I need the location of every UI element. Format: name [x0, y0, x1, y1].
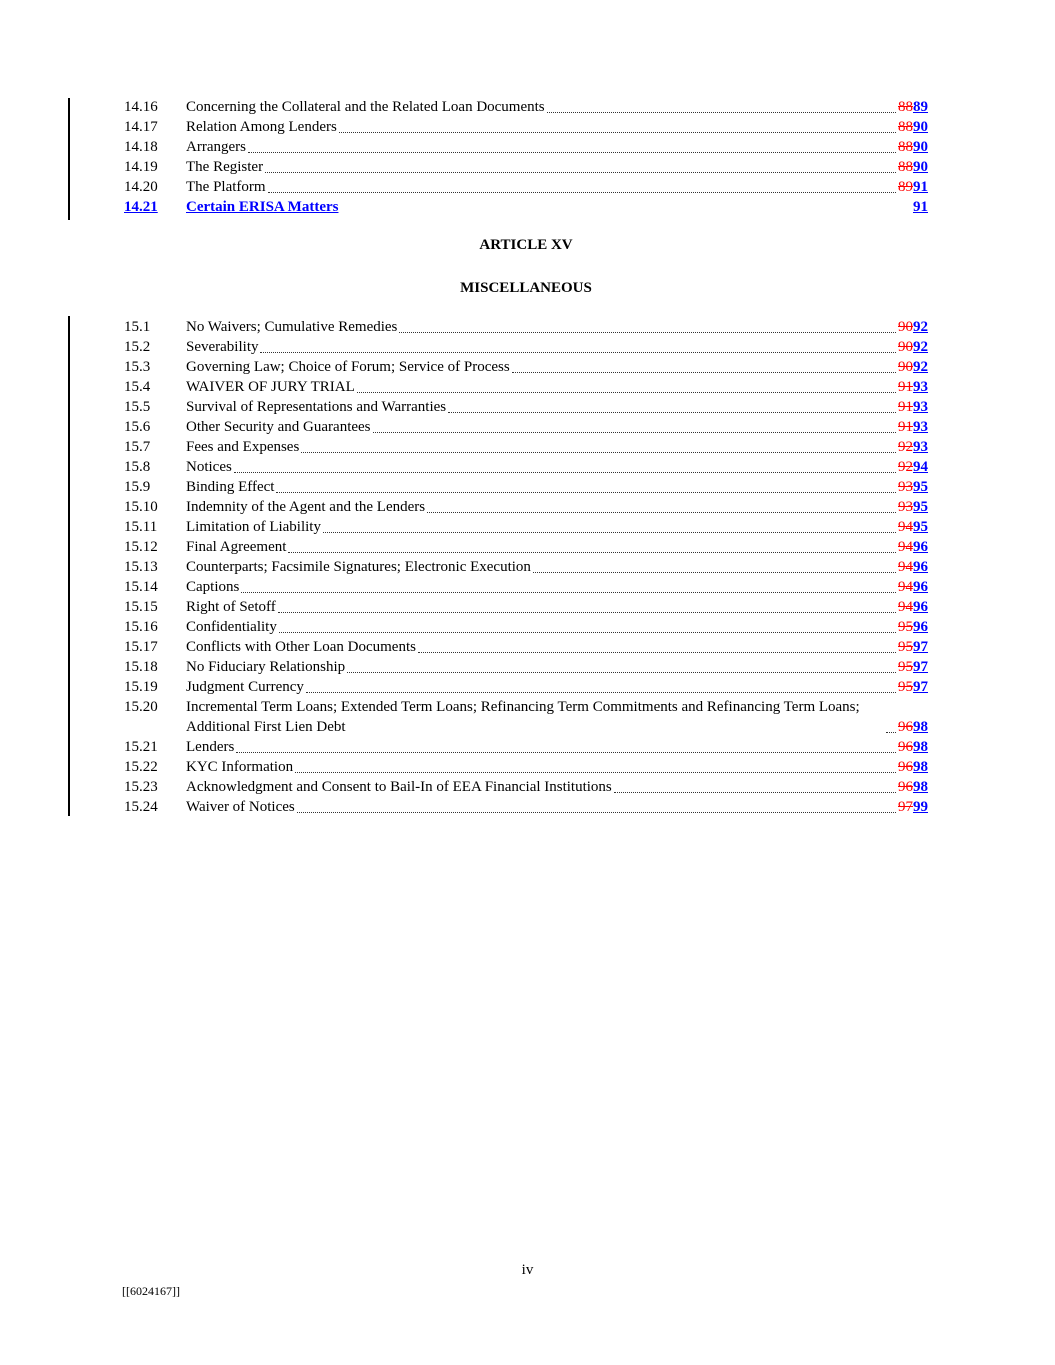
- old-page-number: 90: [898, 339, 913, 355]
- old-page-number: 95: [898, 639, 913, 655]
- section-number: 15.18: [124, 659, 158, 675]
- section-number: 14.20: [124, 179, 158, 195]
- toc-row: [124, 497, 928, 517]
- old-page-number: 88: [898, 159, 913, 175]
- old-page-number: 90: [898, 359, 913, 375]
- old-page-number: 94: [898, 599, 913, 615]
- dot-leader: [265, 172, 896, 173]
- toc-section-article14: [124, 97, 928, 217]
- new-page-number: 89: [913, 99, 928, 115]
- old-page-number: 88: [898, 139, 913, 155]
- section-number: 15.19: [124, 679, 158, 695]
- toc-row: [124, 597, 928, 617]
- toc-section-article15: [124, 317, 928, 817]
- page-numbers: [898, 317, 928, 337]
- dot-leader: [357, 392, 896, 393]
- toc-entry: [186, 397, 928, 417]
- toc-row: [124, 357, 928, 377]
- section-title: Final Agreement: [186, 539, 287, 555]
- section-number: 15.15: [124, 599, 158, 615]
- new-page-number: 92: [913, 359, 928, 375]
- page-numbers: [898, 577, 928, 597]
- section-number: 15.6: [124, 419, 151, 435]
- toc-row: [124, 337, 928, 357]
- page-numbers: [898, 717, 928, 737]
- toc-row: [124, 417, 928, 437]
- page-numbers: [898, 657, 928, 677]
- section-title: WAIVER OF JURY TRIAL: [186, 379, 355, 395]
- section-number: 14.21: [124, 199, 158, 215]
- dot-leader: [399, 332, 896, 333]
- section-title: Acknowledgment and Consent to Bail-In of EEA Financial Institutions: [186, 779, 612, 795]
- toc-entry: [186, 777, 928, 797]
- toc-entry: [186, 417, 928, 437]
- dot-leader: [278, 612, 896, 613]
- new-page-number: 90: [913, 159, 928, 175]
- new-page-number: 93: [913, 379, 928, 395]
- section-number: 15.5: [124, 399, 151, 415]
- section-number: 15.13: [124, 559, 158, 575]
- change-bar: [68, 316, 70, 816]
- new-page-number: 96: [913, 599, 928, 615]
- section-number: 14.19: [124, 159, 158, 175]
- new-page-number: 95: [913, 499, 928, 515]
- toc-entry: [186, 357, 928, 377]
- dot-leader: [248, 152, 896, 153]
- new-page-number: 90: [913, 139, 928, 155]
- dot-leader: [301, 452, 896, 453]
- toc-row: [124, 197, 928, 217]
- section-title: No Fiduciary Relationship: [186, 659, 346, 675]
- toc-entry: [186, 697, 928, 737]
- old-page-number: 92: [898, 439, 913, 455]
- page-numbers: [898, 417, 928, 437]
- toc-entry: [186, 117, 928, 137]
- toc-entry: [186, 157, 928, 177]
- toc-entry: [186, 97, 928, 117]
- toc-entry: [186, 137, 928, 157]
- page-numbers: [898, 97, 928, 117]
- page-numbers: [898, 457, 928, 477]
- old-page-number: 93: [898, 479, 913, 495]
- toc-entry: [186, 477, 928, 497]
- new-page-number: 98: [913, 779, 928, 795]
- toc-row: [124, 617, 928, 637]
- new-page-number: 95: [913, 519, 928, 535]
- dot-leader: [547, 112, 896, 113]
- new-page-number: 98: [913, 759, 928, 775]
- new-page-number: 99: [913, 799, 928, 815]
- new-page-number: 90: [913, 119, 928, 135]
- dot-leader: [347, 672, 896, 673]
- page-numbers: [898, 517, 928, 537]
- section-number: 15.8: [124, 459, 151, 475]
- section-title: Severability: [186, 339, 259, 355]
- new-page-number: 93: [913, 399, 928, 415]
- old-page-number: 94: [898, 539, 913, 555]
- dot-leader: [268, 192, 896, 193]
- toc-row: [124, 97, 928, 117]
- old-page-number: 96: [898, 779, 913, 795]
- section-title: The Platform: [186, 179, 266, 195]
- new-page-number: 96: [913, 579, 928, 595]
- toc-entry: [186, 537, 928, 557]
- toc-entry: [186, 617, 928, 637]
- page-numbers: [898, 437, 928, 457]
- new-page-number: 91: [913, 179, 928, 195]
- toc-entry: [186, 197, 928, 217]
- change-bar: [68, 98, 70, 220]
- toc-row: [124, 557, 928, 577]
- old-page-number: 91: [898, 419, 913, 435]
- toc-row: [124, 697, 928, 737]
- toc-row: [124, 317, 928, 337]
- section-number: 15.9: [124, 479, 151, 495]
- section-number: 15.11: [124, 519, 158, 535]
- toc-entry: [186, 457, 928, 477]
- old-page-number: 88: [898, 119, 913, 135]
- page-numbers: [898, 357, 928, 377]
- section-number: 15.22: [124, 759, 158, 775]
- dot-leader: [288, 552, 896, 553]
- old-page-number: 94: [898, 559, 913, 575]
- new-page-number: 95: [913, 479, 928, 495]
- toc-row: [124, 437, 928, 457]
- dot-leader: [236, 752, 896, 753]
- dot-leader: [306, 692, 896, 693]
- toc-entry: [186, 517, 928, 537]
- toc-row: [124, 517, 928, 537]
- page-numbers: [898, 377, 928, 397]
- toc-entry: [186, 377, 928, 397]
- new-page-number: 96: [913, 619, 928, 635]
- toc-row: [124, 757, 928, 777]
- page-numbers: [898, 797, 928, 817]
- dot-leader: [512, 372, 896, 373]
- page-numbers: [898, 497, 928, 517]
- old-page-number: 93: [898, 499, 913, 515]
- section-title: Other Security and Guarantees: [186, 419, 371, 435]
- dot-leader: [260, 352, 896, 353]
- old-page-number: 95: [898, 619, 913, 635]
- new-page-number: 97: [913, 679, 928, 695]
- toc-entry: [186, 177, 928, 197]
- old-page-number: 96: [898, 739, 913, 755]
- new-page-number: 98: [913, 739, 928, 755]
- article-subheading: MISCELLANEOUS: [460, 280, 592, 296]
- toc-row: [124, 657, 928, 677]
- new-page-number: 92: [913, 319, 928, 335]
- section-title: Waiver of Notices: [186, 799, 295, 815]
- toc-entry: [186, 757, 928, 777]
- document-stamp: [[6024167]]: [122, 1284, 180, 1298]
- section-number: 15.1: [124, 319, 151, 335]
- toc-row: [124, 157, 928, 177]
- new-page-number: 96: [913, 559, 928, 575]
- section-number: 15.23: [124, 779, 158, 795]
- old-page-number: 88: [898, 99, 913, 115]
- page-numbers: [898, 597, 928, 617]
- toc-row: [124, 377, 928, 397]
- toc-content: [124, 97, 928, 817]
- section-number: 15.7: [124, 439, 151, 455]
- section-title: Concerning the Collateral and the Related Loan Documents: [186, 99, 545, 115]
- toc-row: [124, 137, 928, 157]
- section-number: 15.24: [124, 799, 158, 815]
- new-page-number: 98: [913, 719, 928, 735]
- section-title: Counterparts; Facsimile Signatures; Electronic Execution: [186, 559, 531, 575]
- toc-entry: [186, 337, 928, 357]
- dot-leader: [234, 472, 896, 473]
- toc-entry: [186, 577, 928, 597]
- section-title: Arrangers: [186, 139, 246, 155]
- new-page-number: 94: [913, 459, 928, 475]
- dot-leader: [533, 572, 896, 573]
- section-number: 15.14: [124, 579, 158, 595]
- toc-row: [124, 397, 928, 417]
- toc-row: [124, 777, 928, 797]
- toc-entry: [186, 317, 928, 337]
- page-numbers: [898, 677, 928, 697]
- page-number-footer: iv: [521, 1262, 534, 1278]
- section-title: Conflicts with Other Loan Documents: [186, 639, 416, 655]
- old-page-number: 89: [898, 179, 913, 195]
- section-title: Limitation of Liability: [186, 519, 321, 535]
- toc-entry: [186, 677, 928, 697]
- toc-row: [124, 177, 928, 197]
- section-title: Lenders: [186, 739, 235, 755]
- toc-row: [124, 457, 928, 477]
- dot-leader: [418, 652, 896, 653]
- section-number: 15.20: [124, 699, 158, 715]
- dot-leader: [614, 792, 896, 793]
- toc-row: [124, 637, 928, 657]
- toc-row: [124, 117, 928, 137]
- toc-entry: [186, 637, 928, 657]
- section-number: 15.21: [124, 739, 158, 755]
- page-numbers: [913, 197, 928, 217]
- dot-leader: [295, 772, 896, 773]
- old-page-number: 96: [898, 719, 913, 735]
- page-numbers: [898, 157, 928, 177]
- old-page-number: 96: [898, 759, 913, 775]
- page-numbers: [898, 637, 928, 657]
- toc-entry: [186, 597, 928, 617]
- section-number: 14.16: [124, 99, 158, 115]
- dot-leader: [339, 132, 896, 133]
- page-numbers: [898, 757, 928, 777]
- section-title: Right of Setoff: [186, 599, 276, 615]
- new-page-number: 92: [913, 339, 928, 355]
- section-number: 15.4: [124, 379, 151, 395]
- old-page-number: 91: [898, 379, 913, 395]
- new-page-number: 97: [913, 639, 928, 655]
- dot-leader: [323, 532, 896, 533]
- old-page-number: 90: [898, 319, 913, 335]
- section-title: Fees and Expenses: [186, 439, 300, 455]
- section-number: 15.16: [124, 619, 158, 635]
- section-title: Indemnity of the Agent and the Lenders: [186, 499, 426, 515]
- new-page-number: 93: [913, 419, 928, 435]
- page-numbers: [898, 737, 928, 757]
- new-page-number: 96: [913, 539, 928, 555]
- old-page-number: 97: [898, 799, 913, 815]
- page-numbers: [898, 557, 928, 577]
- old-page-number: 95: [898, 659, 913, 675]
- dot-leader: [279, 632, 896, 633]
- page-numbers: [898, 477, 928, 497]
- section-title: Confidentiality: [186, 619, 277, 635]
- old-page-number: 92: [898, 459, 913, 475]
- section-title: Governing Law; Choice of Forum; Service of Process: [186, 359, 510, 375]
- dot-leader: [241, 592, 896, 593]
- section-title: Captions: [186, 579, 240, 595]
- toc-row: [124, 677, 928, 697]
- page-numbers: [898, 177, 928, 197]
- section-number: 15.2: [124, 339, 151, 355]
- section-number: 14.17: [124, 119, 158, 135]
- dot-leader: [886, 732, 896, 733]
- page-numbers: [898, 337, 928, 357]
- dot-leader: [448, 412, 896, 413]
- dot-leader: [373, 432, 896, 433]
- toc-entry: [186, 557, 928, 577]
- section-number: 15.3: [124, 359, 151, 375]
- new-page-number: 93: [913, 439, 928, 455]
- section-title: Binding Effect: [186, 479, 275, 495]
- toc-entry: [186, 657, 928, 677]
- toc-entry: [186, 497, 928, 517]
- dot-leader: [427, 512, 896, 513]
- section-number: 14.18: [124, 139, 158, 155]
- toc-entry: [186, 797, 928, 817]
- old-page-number: 94: [898, 519, 913, 535]
- old-page-number: 95: [898, 679, 913, 695]
- toc-row: [124, 477, 928, 497]
- old-page-number: 91: [898, 399, 913, 415]
- page-numbers: [898, 617, 928, 637]
- page-numbers: [898, 117, 928, 137]
- section-number: 15.12: [124, 539, 158, 555]
- toc-entry: [186, 437, 928, 457]
- section-title: Certain ERISA Matters: [186, 199, 339, 215]
- section-title: Relation Among Lenders: [186, 119, 337, 135]
- toc-row: [124, 537, 928, 557]
- toc-entry: [186, 737, 928, 757]
- old-page-number: 94: [898, 579, 913, 595]
- page-numbers: [898, 777, 928, 797]
- section-title: Judgment Currency: [186, 679, 304, 695]
- page-numbers: [898, 537, 928, 557]
- section-number: 15.10: [124, 499, 158, 515]
- section-title: Notices: [186, 459, 232, 475]
- page-numbers: [898, 397, 928, 417]
- dot-leader: [297, 812, 896, 813]
- new-page-number: 91: [913, 199, 928, 215]
- section-title: Incremental Term Loans; Extended Term Loans; Refinancing Term Commitments and Refinancing Term Loans; Additional First Lien Debt: [186, 699, 860, 735]
- toc-row: [124, 737, 928, 757]
- toc-row: [124, 797, 928, 817]
- section-title: The Register: [186, 159, 264, 175]
- section-title: No Waivers; Cumulative Remedies: [186, 319, 398, 335]
- dot-leader: [340, 212, 911, 213]
- section-number: 15.17: [124, 639, 158, 655]
- article-heading: ARTICLE XV: [479, 237, 573, 253]
- section-title: KYC Information: [186, 759, 294, 775]
- page-numbers: [898, 137, 928, 157]
- dot-leader: [276, 492, 896, 493]
- section-title: Survival of Representations and Warranties: [186, 399, 447, 415]
- new-page-number: 97: [913, 659, 928, 675]
- toc-row: [124, 577, 928, 597]
